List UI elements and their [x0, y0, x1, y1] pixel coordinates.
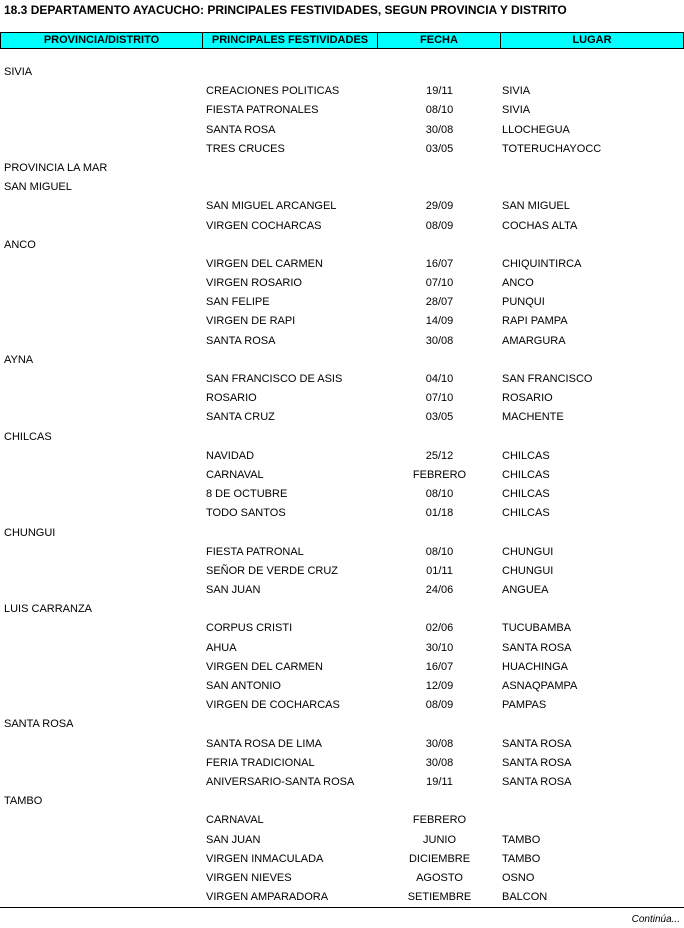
cell-lugar: TAMBO — [502, 852, 541, 865]
cell-lugar: CHUNGUI — [502, 545, 554, 558]
cell-lugar: LLOCHEGUA — [502, 123, 570, 136]
table-row — [0, 122, 684, 141]
table-row — [0, 620, 684, 639]
table-header — [0, 32, 684, 49]
cell-festividad: SANTA ROSA — [206, 123, 276, 136]
cell-festividad: SAN JUAN — [206, 833, 261, 846]
cell-fecha: JUNIO — [423, 833, 456, 846]
table-row — [0, 774, 684, 793]
group-row — [0, 601, 684, 620]
cell-festividad: VIRGEN AMPARADORA — [206, 891, 329, 904]
cell-festividad: TRES CRUCES — [206, 142, 285, 155]
cell-festividad: SANTA ROSA — [206, 334, 276, 347]
cell-lugar: SANTA ROSA — [502, 641, 572, 654]
cell-festividad: SEÑOR DE VERDE CRUZ — [206, 564, 339, 577]
cell-lugar: CHIQUINTIRCA — [502, 257, 582, 270]
cell-fecha: 03/05 — [425, 142, 454, 155]
table-row — [0, 218, 684, 237]
cell-lugar: CHILCAS — [502, 468, 550, 481]
table-row — [0, 390, 684, 409]
cell-provincia-distrito: CHILCAS — [4, 430, 52, 443]
table-row — [0, 256, 684, 275]
cell-lugar: CHILCAS — [502, 449, 550, 462]
cell-lugar: TAMBO — [502, 833, 541, 846]
cell-festividad: ANIVERSARIO-SANTA ROSA — [206, 775, 355, 788]
cell-festividad: VIRGEN DEL CARMEN — [206, 257, 323, 270]
cell-lugar: CHUNGUI — [502, 564, 554, 577]
cell-lugar: TOTERUCHAYOCC — [502, 142, 602, 155]
cell-festividad: SAN FELIPE — [206, 296, 270, 309]
table-row — [0, 851, 684, 870]
cell-fecha: 30/08 — [425, 737, 454, 750]
header-provincia-distrito: PROVINCIA/DISTRITO — [0, 33, 203, 48]
cell-festividad: CARNAVAL — [206, 468, 264, 481]
cell-festividad: NAVIDAD — [206, 449, 255, 462]
cell-fecha: 08/09 — [425, 219, 454, 232]
table-row — [0, 448, 684, 467]
table-row — [0, 83, 684, 102]
group-row — [0, 716, 684, 735]
group-row — [0, 793, 684, 812]
cell-festividad: SAN FRANCISCO DE ASIS — [206, 373, 343, 385]
table-row — [0, 102, 684, 121]
cell-fecha: DICIEMBRE — [408, 852, 471, 865]
group-row — [0, 429, 684, 448]
cell-lugar: SAN MIGUEL — [502, 200, 570, 213]
cell-fecha: FEBRERO — [412, 814, 467, 827]
cell-fecha: 12/09 — [425, 680, 454, 692]
table-row — [0, 582, 684, 601]
table-row — [0, 467, 684, 486]
cell-lugar: BALCON — [502, 891, 548, 904]
cell-festividad: SAN JUAN — [206, 584, 261, 597]
cell-fecha: 07/10 — [425, 392, 454, 405]
cell-fecha: 01/18 — [425, 507, 454, 520]
cell-lugar: SIVIA — [502, 85, 531, 98]
table-row — [0, 409, 684, 428]
page-title: 18.3 DEPARTAMENTO AYACUCHO: PRINCIPALES FESTIVIDADES, SEGUN PROVINCIA Y DISTRITO — [4, 3, 567, 17]
cell-lugar: ASNAQPAMPA — [502, 680, 578, 692]
cell-lugar: PUNQUI — [502, 296, 545, 309]
table-row — [0, 736, 684, 755]
cell-lugar: ROSARIO — [502, 392, 553, 405]
cell-fecha: 16/07 — [425, 257, 454, 270]
cell-festividad: AHUA — [206, 641, 237, 654]
cell-festividad: 8 DE OCTUBRE — [206, 488, 288, 501]
cell-provincia-distrito: LUIS CARRANZA — [4, 603, 93, 616]
cell-fecha: 30/08 — [425, 123, 454, 136]
cell-provincia-distrito: SANTA ROSA — [4, 718, 74, 731]
cell-fecha: 19/11 — [426, 85, 453, 98]
cell-lugar: SANTA ROSA — [502, 775, 572, 788]
cell-fecha: 24/06 — [425, 584, 454, 597]
cell-lugar: PAMPAS — [502, 699, 547, 712]
cell-provincia-distrito: TAMBO — [4, 795, 43, 808]
cell-festividad: SAN ANTONIO — [206, 680, 281, 692]
group-row — [0, 64, 684, 83]
table-row — [0, 333, 684, 352]
cell-lugar: ANGUEA — [502, 584, 549, 597]
cell-lugar: ANCO — [502, 277, 534, 290]
cell-provincia-distrito: CHUNGUI — [4, 526, 56, 539]
table-row — [0, 889, 684, 908]
cell-fecha: 02/06 — [425, 622, 454, 635]
cell-festividad: SANTA ROSA DE LIMA — [206, 737, 322, 750]
cell-provincia-distrito: PROVINCIA LA MAR — [4, 161, 108, 174]
cell-lugar: TUCUBAMBA — [502, 622, 572, 635]
table-row — [0, 832, 684, 851]
group-row — [0, 352, 684, 371]
group-row — [0, 160, 684, 179]
header-lugar: LUGAR — [501, 33, 684, 48]
header-fecha: FECHA — [378, 33, 501, 48]
table-row — [0, 313, 684, 332]
cell-festividad: VIRGEN DE RAPI — [206, 315, 296, 328]
cell-fecha: 08/10 — [425, 104, 454, 117]
cell-lugar: CHILCAS — [502, 507, 550, 520]
cell-fecha: AGOSTO — [416, 871, 463, 884]
table-row — [0, 198, 684, 217]
table-row — [0, 812, 684, 831]
continued-note: Continúa... — [631, 914, 680, 925]
cell-lugar: SANTA ROSA — [502, 756, 572, 769]
cell-festividad: CARNAVAL — [206, 814, 264, 827]
cell-festividad: VIRGEN INMACULADA — [206, 852, 324, 865]
cell-lugar: SIVIA — [502, 104, 531, 117]
cell-lugar: RAPI PAMPA — [502, 315, 568, 328]
cell-fecha: 28/07 — [425, 296, 454, 309]
cell-fecha: 08/09 — [425, 699, 454, 712]
cell-festividad: CREACIONES POLITICAS — [206, 85, 340, 98]
cell-fecha: 01/11 — [426, 564, 453, 577]
cell-provincia-distrito: AYNA — [4, 353, 34, 366]
table-row — [0, 659, 684, 678]
cell-festividad: ROSARIO — [206, 392, 257, 405]
group-row — [0, 237, 684, 256]
cell-festividad: TODO SANTOS — [206, 507, 286, 520]
table-row — [0, 505, 684, 524]
cell-lugar: SAN FRANCISCO — [502, 373, 593, 385]
cell-lugar: MACHENTE — [502, 411, 564, 424]
cell-provincia-distrito: ANCO — [4, 238, 36, 251]
table-row — [0, 870, 684, 889]
cell-festividad: FIESTA PATRONALES — [206, 104, 319, 117]
table-body — [0, 64, 684, 908]
group-row — [0, 179, 684, 198]
cell-festividad: SANTA CRUZ — [206, 411, 275, 424]
cell-lugar: OSNO — [502, 871, 535, 884]
cell-festividad: VIRGEN DE COCHARCAS — [206, 699, 340, 712]
cell-lugar: SANTA ROSA — [502, 737, 572, 750]
cell-provincia-distrito: SIVIA — [4, 66, 33, 78]
cell-festividad: FERIA TRADICIONAL — [206, 756, 315, 769]
cell-fecha: 16/07 — [425, 660, 454, 673]
cell-fecha: 08/10 — [425, 488, 454, 501]
cell-fecha: 30/08 — [425, 756, 454, 769]
cell-fecha: 04/10 — [425, 373, 454, 385]
cell-fecha: SETIEMBRE — [407, 891, 472, 904]
cell-fecha: 14/09 — [425, 315, 454, 328]
cell-festividad: VIRGEN DEL CARMEN — [206, 660, 323, 673]
cell-fecha: 19/11 — [426, 775, 453, 788]
cell-lugar: COCHAS ALTA — [502, 219, 578, 232]
cell-festividad: FIESTA PATRONAL — [206, 545, 304, 558]
cell-lugar: AMARGURA — [502, 334, 566, 347]
table-bottom-rule — [0, 907, 684, 908]
header-principales-festividades: PRINCIPALES FESTIVIDADES — [203, 33, 378, 48]
table-row — [0, 678, 684, 697]
cell-fecha: 08/10 — [425, 545, 454, 558]
table-row — [0, 563, 684, 582]
cell-fecha: 07/10 — [425, 277, 454, 290]
cell-festividad: VIRGEN COCHARCAS — [206, 219, 322, 232]
cell-fecha: 30/08 — [425, 334, 454, 347]
table-row — [0, 697, 684, 716]
table-row — [0, 141, 684, 160]
cell-fecha: 30/10 — [425, 641, 454, 654]
table-row — [0, 640, 684, 659]
group-row — [0, 525, 684, 544]
table-row — [0, 544, 684, 563]
cell-lugar: HUACHINGA — [502, 660, 569, 673]
cell-provincia-distrito: SAN MIGUEL — [4, 181, 72, 194]
table-row — [0, 294, 684, 313]
cell-fecha: 03/05 — [425, 411, 454, 424]
cell-festividad: VIRGEN ROSARIO — [206, 277, 302, 290]
cell-fecha: 29/09 — [425, 200, 454, 213]
table-row — [0, 755, 684, 774]
cell-festividad: SAN MIGUEL ARCANGEL — [206, 200, 337, 213]
table-row — [0, 371, 684, 390]
cell-fecha: FEBRERO — [412, 468, 467, 481]
cell-lugar: CHILCAS — [502, 488, 550, 501]
cell-festividad: CORPUS CRISTI — [206, 622, 293, 635]
cell-fecha: 25/12 — [425, 449, 454, 462]
cell-festividad: VIRGEN NIEVES — [206, 871, 292, 884]
table-row — [0, 486, 684, 505]
table-row — [0, 275, 684, 294]
